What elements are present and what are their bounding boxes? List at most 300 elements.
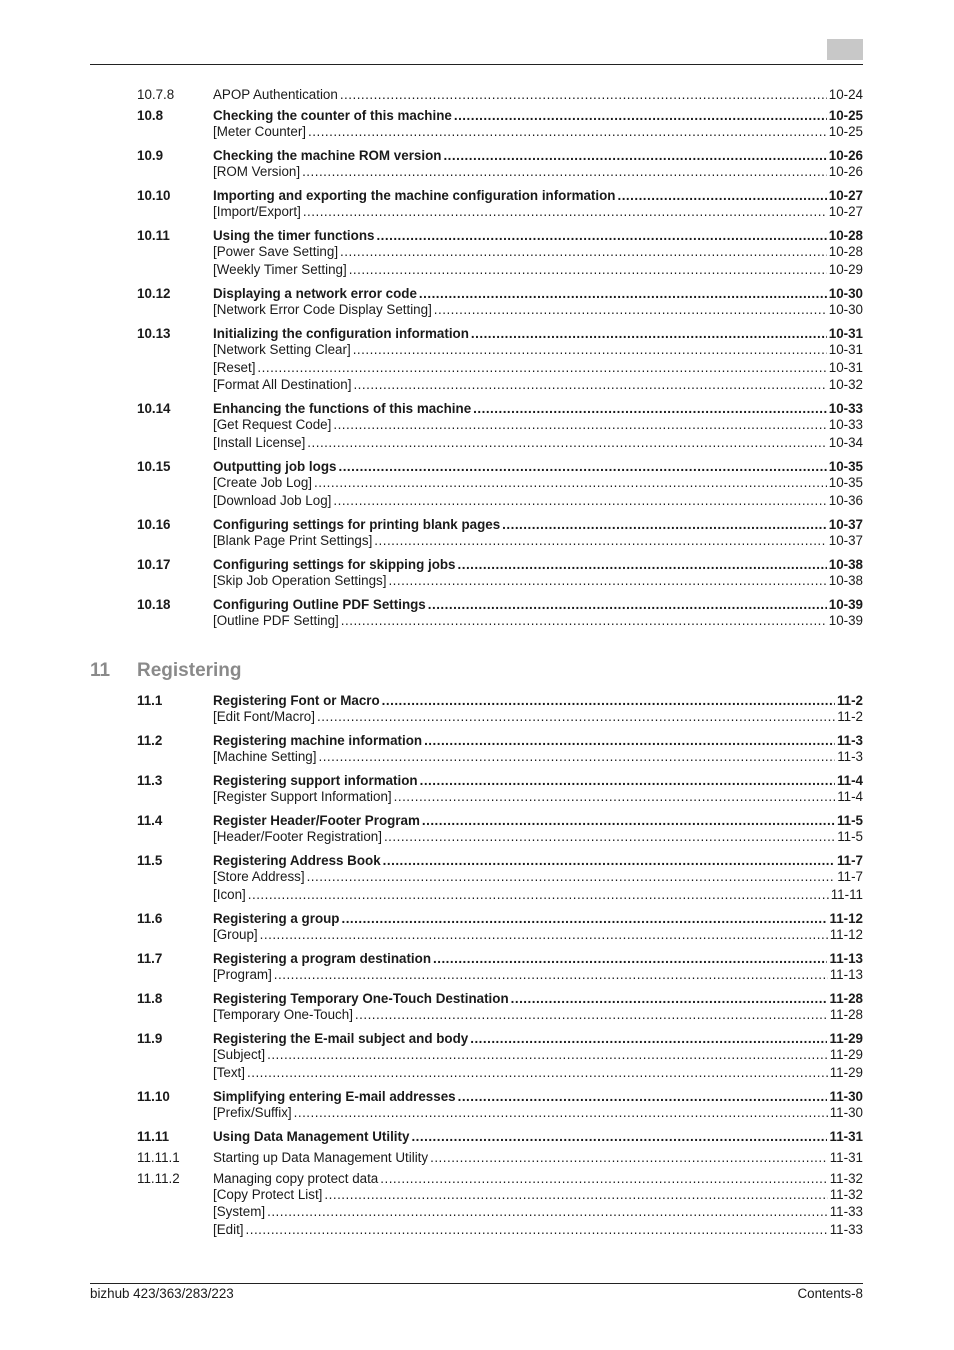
toc-entry-page: 10-28 (828, 228, 863, 243)
toc-entry-title: Registering Address Book (213, 853, 381, 868)
toc-entry-page: 10-25 (828, 108, 863, 123)
toc-entry[interactable] (0, 533, 954, 549)
toc-entry-title: [Install License] (213, 435, 306, 450)
toc-entry-page: 11-3 (836, 733, 863, 748)
dot-leader (314, 475, 827, 491)
toc-entry-body (213, 773, 863, 789)
toc-entry[interactable] (0, 853, 954, 869)
toc-entry-title: Registering a program destination (213, 951, 432, 966)
toc-entry-page: 10-38 (828, 573, 863, 588)
toc-entry-body (213, 475, 863, 491)
toc-entry-title: Register Header/Footer Program (213, 813, 420, 828)
toc-entry-number: 10.13 (137, 326, 171, 341)
dot-leader (394, 789, 836, 805)
toc-entry-page: 10-33 (828, 401, 863, 416)
dot-leader (302, 164, 827, 180)
toc-entry-number: 11.7 (137, 951, 163, 966)
toc-entry[interactable] (0, 573, 954, 589)
toc-entry-title: [Group] (213, 927, 258, 942)
toc-entry-body (213, 342, 863, 358)
dot-leader (340, 244, 827, 260)
toc-entry-number: 10.16 (137, 517, 171, 532)
dot-leader (355, 1007, 828, 1023)
toc-entry-number: 11.10 (137, 1089, 170, 1104)
toc-entry-page: 11-31 (829, 1129, 863, 1144)
footer-product: bizhub 423/363/283/223 (90, 1286, 234, 1301)
toc-entry[interactable] (0, 749, 954, 765)
toc-entry[interactable] (0, 733, 954, 749)
toc-entry-title: [Weekly Timer Setting] (213, 262, 347, 277)
toc-entry[interactable] (0, 459, 954, 475)
dot-leader (338, 459, 826, 475)
dot-leader (380, 1171, 827, 1187)
toc-entry-page: 10-29 (828, 262, 863, 277)
toc-entry-body (213, 829, 863, 845)
toc-entry-page: 11-32 (829, 1187, 863, 1202)
footer-rule (90, 1283, 863, 1284)
toc-entry-title: [Outline PDF Setting] (213, 613, 339, 628)
toc-entry[interactable] (0, 417, 954, 433)
dot-leader (333, 493, 826, 509)
toc-entry-page: 11-7 (837, 869, 863, 884)
dot-leader (248, 887, 829, 903)
toc-entry-body (213, 533, 863, 549)
toc-entry-page: 11-32 (829, 1171, 863, 1186)
toc-entry-page: 11-2 (837, 709, 863, 724)
dot-leader (274, 967, 828, 983)
toc-entry-page: 10-39 (828, 597, 863, 612)
dot-leader (428, 597, 827, 613)
toc-entry[interactable] (0, 87, 954, 103)
toc-entry-page: 11-30 (829, 1105, 863, 1120)
dot-leader (502, 517, 827, 533)
toc-entry-body (213, 789, 863, 805)
toc-entry-page: 10-30 (828, 286, 863, 301)
toc-entry-page: 10-39 (828, 613, 863, 628)
toc-entry-page: 11-4 (836, 773, 863, 788)
dot-leader (307, 435, 826, 451)
dot-leader (308, 124, 827, 140)
toc-entry[interactable] (0, 813, 954, 829)
toc-entry-title: Configuring settings for skipping jobs (213, 557, 456, 572)
dot-leader (388, 573, 826, 589)
toc-entry-title: Registering a group (213, 911, 340, 926)
toc-entry-body (213, 244, 863, 260)
toc-entry-number: 10.11 (137, 228, 170, 243)
toc-entry-body (213, 1031, 863, 1047)
toc-entry-title: Registering support information (213, 773, 418, 788)
toc-entry-body (213, 377, 863, 393)
toc-entry-title: [Copy Protect List] (213, 1187, 323, 1202)
toc-entry[interactable] (0, 951, 954, 967)
toc-entry-page: 11-29 (829, 1031, 863, 1046)
toc-entry-body (213, 1222, 863, 1238)
toc-entry-page: 10-38 (828, 557, 863, 572)
toc-entry-body (213, 853, 863, 869)
toc-entry-page: 10-37 (828, 517, 863, 532)
toc-entry[interactable] (0, 1187, 954, 1203)
dot-leader (433, 951, 827, 967)
toc-entry[interactable] (0, 326, 954, 342)
toc-entry-body (213, 869, 863, 885)
dot-leader (340, 87, 827, 103)
toc-entry[interactable] (0, 911, 954, 927)
toc-entry[interactable] (0, 693, 954, 709)
toc-entry[interactable] (0, 1047, 954, 1063)
toc-entry[interactable] (0, 286, 954, 302)
toc-entry-number: 10.18 (137, 597, 171, 612)
toc-entry-title: Starting up Data Management Utility (213, 1150, 429, 1165)
toc-entry-body (213, 597, 863, 613)
toc-entry-page: 10-27 (828, 188, 863, 203)
toc-entry-title: [Network Error Code Display Setting] (213, 302, 432, 317)
toc-entry-page: 10-26 (828, 164, 863, 179)
toc-entry-title: Checking the machine ROM version (213, 148, 442, 163)
toc-entry-body (213, 709, 863, 725)
toc-entry-body (213, 286, 863, 302)
toc-entry-page: 10-28 (828, 244, 863, 259)
header-tab-marker (827, 39, 863, 60)
toc-entry[interactable] (0, 1222, 954, 1238)
dot-leader (260, 927, 828, 943)
toc-entry-number: 10.14 (137, 401, 171, 416)
dot-leader (458, 557, 827, 573)
toc-entry-title: [Header/Footer Registration] (213, 829, 382, 844)
toc-entry-title: Checking the counter of this machine (213, 108, 452, 123)
dot-leader (341, 911, 827, 927)
toc-entry-page: 10-26 (828, 148, 863, 163)
toc-entry-body (213, 204, 863, 220)
toc-entry-title: Registering the E-mail subject and body (213, 1031, 469, 1046)
toc-entry-title: [Store Address] (213, 869, 305, 884)
toc-entry-page: 10-31 (828, 326, 863, 341)
toc-entry-title: [Power Save Setting] (213, 244, 339, 259)
toc-entry-title: APOP Authentication (213, 87, 338, 102)
toc-entry-page: 10-24 (828, 87, 863, 102)
toc-entry[interactable] (0, 517, 954, 533)
toc-entry-number: 10.17 (137, 557, 171, 572)
toc-entry-number: 11.8 (137, 991, 163, 1006)
dot-leader (511, 991, 828, 1007)
toc-entry[interactable] (0, 991, 954, 1007)
toc-entry-title: [Reset] (213, 360, 256, 375)
toc-entry-body (213, 1171, 863, 1187)
toc-entry[interactable] (0, 869, 954, 885)
toc-entry[interactable] (0, 773, 954, 789)
toc-entry-page: 11-12 (829, 927, 863, 942)
toc-entry-page: 10-37 (828, 533, 863, 548)
dot-leader (257, 360, 826, 376)
toc-entry-number: 11.3 (137, 773, 163, 788)
toc-entry-page: 11-28 (829, 991, 863, 1006)
toc-entry-number: 10.12 (137, 286, 171, 301)
toc-entry[interactable] (0, 613, 954, 629)
toc-entry-title: [Get Request Code] (213, 417, 332, 432)
toc-entry-page: 11-29 (829, 1047, 863, 1062)
toc-entry-body (213, 360, 863, 376)
toc-entry-body (213, 573, 863, 589)
toc-entry[interactable] (0, 164, 954, 180)
toc-entry-title: [Text] (213, 1065, 245, 1080)
dot-leader (430, 1150, 828, 1166)
toc-entry[interactable] (0, 342, 954, 358)
toc-entry-body (213, 108, 863, 124)
toc-entry-body (213, 557, 863, 573)
toc-entry-page: 11-29 (829, 1065, 863, 1080)
toc-entry-body (213, 693, 863, 709)
dot-leader (324, 1187, 827, 1203)
dot-leader (422, 813, 835, 829)
toc-entry-number: 10.9 (137, 148, 164, 163)
toc-entry-number: 11.5 (137, 853, 163, 868)
dot-leader (443, 148, 826, 164)
toc-entry-number: 11.9 (137, 1031, 163, 1046)
toc-entry[interactable] (0, 887, 954, 903)
dot-leader (303, 204, 827, 220)
toc-entry-number: 11.6 (137, 911, 163, 926)
dot-leader (411, 1129, 827, 1145)
toc-entry-title: [Edit] (213, 1222, 244, 1237)
dot-leader (318, 749, 835, 765)
toc-entry-body (213, 1089, 863, 1105)
toc-entry-body (213, 326, 863, 342)
toc-entry-title: Registering Temporary One-Touch Destination (213, 991, 509, 1006)
toc-entry-title: [Prefix/Suffix] (213, 1105, 292, 1120)
toc-entry-title: Displaying a network error code (213, 286, 417, 301)
toc-entry[interactable] (0, 597, 954, 613)
toc-entry-body (213, 401, 863, 417)
toc-entry[interactable] (0, 401, 954, 417)
chapter-title: Registering (137, 660, 242, 681)
toc-entry-number: 11.1 (137, 693, 163, 708)
toc-entry-body (213, 302, 863, 318)
toc-entry-body (213, 1129, 863, 1145)
dot-leader (267, 1047, 828, 1063)
toc-entry-page: 11-28 (829, 1007, 863, 1022)
dot-leader (458, 1089, 828, 1105)
toc-entry-body (213, 1007, 863, 1023)
toc-entry-title: [Blank Page Print Settings] (213, 533, 373, 548)
dot-leader (420, 773, 835, 789)
toc-entry[interactable] (0, 709, 954, 725)
toc-entry-body (213, 967, 863, 983)
toc-entry-title: Managing copy protect data (213, 1171, 379, 1186)
dot-leader (317, 709, 835, 725)
toc-entry-page: 10-31 (828, 342, 863, 357)
toc-entry-title: [System] (213, 1204, 266, 1219)
dot-leader (267, 1204, 828, 1220)
toc-entry-title: Registering machine information (213, 733, 423, 748)
dot-leader (382, 693, 835, 709)
dot-leader (376, 228, 826, 244)
toc-entry-page: 11-2 (836, 693, 863, 708)
toc-entry[interactable] (0, 557, 954, 573)
toc-entry-body (213, 1187, 863, 1203)
toc-entry-page: 11-31 (829, 1150, 863, 1165)
toc-entry[interactable] (0, 435, 954, 451)
toc-entry-page: 11-7 (836, 853, 863, 868)
toc-entry-title: [Download Job Log] (213, 493, 332, 508)
toc-entry-body (213, 991, 863, 1007)
toc-entry-number: 11.11.1 (137, 1150, 180, 1165)
toc-entry[interactable] (0, 108, 954, 124)
toc-entry[interactable] (0, 228, 954, 244)
header-rule (90, 64, 863, 65)
toc-entry-page: 10-25 (828, 124, 863, 139)
toc-entry[interactable] (0, 475, 954, 491)
toc-entry-number: 10.7.8 (137, 87, 175, 102)
toc-entry-page: 10-30 (828, 302, 863, 317)
toc-entry-body (213, 887, 863, 903)
toc-entry-body (213, 911, 863, 927)
toc-entry-title: Initializing the configuration information (213, 326, 469, 341)
toc-entry[interactable] (0, 302, 954, 318)
toc-entry-page: 10-35 (828, 459, 863, 474)
toc-entry[interactable] (0, 124, 954, 140)
dot-leader (353, 377, 826, 393)
toc-entry-title: [Meter Counter] (213, 124, 307, 139)
toc-entry-body (213, 1105, 863, 1121)
toc-entry-title: Using Data Management Utility (213, 1129, 410, 1144)
toc-entry-title: [Icon] (213, 887, 246, 902)
toc-entry[interactable] (0, 148, 954, 164)
toc-entry[interactable] (0, 204, 954, 220)
toc-entry-page: 11-13 (829, 951, 863, 966)
toc-entry[interactable] (0, 1007, 954, 1023)
toc-entry-title: [Network Setting Clear] (213, 342, 351, 357)
toc-entry-body (213, 148, 863, 164)
toc-entry-body (213, 927, 863, 943)
toc-entry-number: 11.4 (137, 813, 163, 828)
toc-entry-page: 11-30 (829, 1089, 863, 1104)
toc-entry-number: 10.10 (137, 188, 171, 203)
toc-entry[interactable] (0, 360, 954, 376)
toc-entry-page: 11-33 (829, 1222, 863, 1237)
toc-entry-page: 10-35 (828, 475, 863, 490)
dot-leader (374, 533, 826, 549)
toc-entry[interactable] (0, 789, 954, 805)
chapter-heading (90, 660, 242, 682)
dot-leader (333, 417, 826, 433)
toc-entry[interactable] (0, 188, 954, 204)
toc-entry-title: Configuring settings for printing blank pages (213, 517, 501, 532)
toc-entry[interactable] (0, 967, 954, 983)
toc-entry[interactable] (0, 377, 954, 393)
toc-entry[interactable] (0, 1171, 954, 1187)
toc-entry-body (213, 493, 863, 509)
toc-entry-page: 11-12 (829, 911, 863, 926)
toc-entry-page: 11-13 (829, 967, 863, 982)
dot-leader (471, 326, 827, 342)
dot-leader (353, 342, 827, 358)
toc-entry-body (213, 613, 863, 629)
dot-leader (617, 188, 826, 204)
toc-entry[interactable] (0, 1204, 954, 1220)
toc-entry-body (213, 1065, 863, 1081)
toc-entry-body (213, 1047, 863, 1063)
toc-entry[interactable] (0, 493, 954, 509)
toc-entry-title: Using the timer functions (213, 228, 375, 243)
toc-entry[interactable] (0, 244, 954, 260)
toc-entry-number: 10.15 (137, 459, 171, 474)
dot-leader (307, 869, 836, 885)
toc-entry[interactable] (0, 1089, 954, 1105)
toc-entry-page: 11-3 (837, 749, 863, 764)
dot-leader (419, 286, 827, 302)
toc-entry-title: Outputting job logs (213, 459, 337, 474)
toc-entry-title: [ROM Version] (213, 164, 301, 179)
chapter-number: 11 (90, 660, 111, 681)
toc-entry-body (213, 749, 863, 765)
toc-entry-title: [Temporary One-Touch] (213, 1007, 353, 1022)
toc-entry-body (213, 951, 863, 967)
toc-entry-body (213, 188, 863, 204)
toc-entry-title: [Create Job Log] (213, 475, 313, 490)
dot-leader (341, 613, 827, 629)
dot-leader (434, 302, 827, 318)
toc-entry[interactable] (0, 1129, 954, 1145)
dot-leader (246, 1222, 828, 1238)
toc-entry-title: [Import/Export] (213, 204, 301, 219)
dot-leader (470, 1031, 827, 1047)
toc-entry-page: 11-5 (836, 813, 863, 828)
toc-entry-page: 10-36 (828, 493, 863, 508)
toc-entry-title: Enhancing the functions of this machine (213, 401, 472, 416)
dot-leader (454, 108, 827, 124)
toc-entry[interactable] (0, 1065, 954, 1081)
toc-entry-number: 11.11 (137, 1129, 170, 1144)
footer-page-number: Contents-8 (797, 1286, 863, 1301)
dot-leader (424, 733, 835, 749)
toc-entry[interactable] (0, 262, 954, 278)
toc-entry-page: 11-33 (829, 1204, 863, 1219)
toc-entry-page: 10-31 (828, 360, 863, 375)
dot-leader (247, 1065, 828, 1081)
dot-leader (383, 853, 835, 869)
toc-entry-title: Registering Font or Macro (213, 693, 380, 708)
toc-entry-body (213, 459, 863, 475)
toc-entry-title: [Machine Setting] (213, 749, 317, 764)
toc-entry-page: 10-32 (828, 377, 863, 392)
toc-entry[interactable] (0, 927, 954, 943)
toc-entry[interactable] (0, 829, 954, 845)
dot-leader (384, 829, 835, 845)
toc-entry-body (213, 124, 863, 140)
toc-entry-body (213, 1150, 863, 1166)
toc-entry-body (213, 733, 863, 749)
toc-entry-page: 10-33 (828, 417, 863, 432)
toc-entry-body (213, 262, 863, 278)
toc-entry-body (213, 228, 863, 244)
toc-entry-title: [Skip Job Operation Settings] (213, 573, 387, 588)
toc-entry[interactable] (0, 1105, 954, 1121)
toc-entry-body (213, 435, 863, 451)
toc-entry-body (213, 517, 863, 533)
toc-entry-title: [Subject] (213, 1047, 266, 1062)
toc-entry-title: Configuring Outline PDF Settings (213, 597, 426, 612)
toc-entry-body (213, 87, 863, 103)
dot-leader (294, 1105, 828, 1121)
toc-entry[interactable] (0, 1150, 954, 1166)
dot-leader (473, 401, 827, 417)
toc-entry-body (213, 164, 863, 180)
toc-entry-number: 11.2 (137, 733, 163, 748)
toc-entry-title: [Format All Destination] (213, 377, 352, 392)
toc-entry-page: 10-34 (828, 435, 863, 450)
toc-entry-number: 11.11.2 (137, 1171, 180, 1186)
toc-entry[interactable] (0, 1031, 954, 1047)
toc-entry-page: 11-11 (830, 887, 863, 902)
